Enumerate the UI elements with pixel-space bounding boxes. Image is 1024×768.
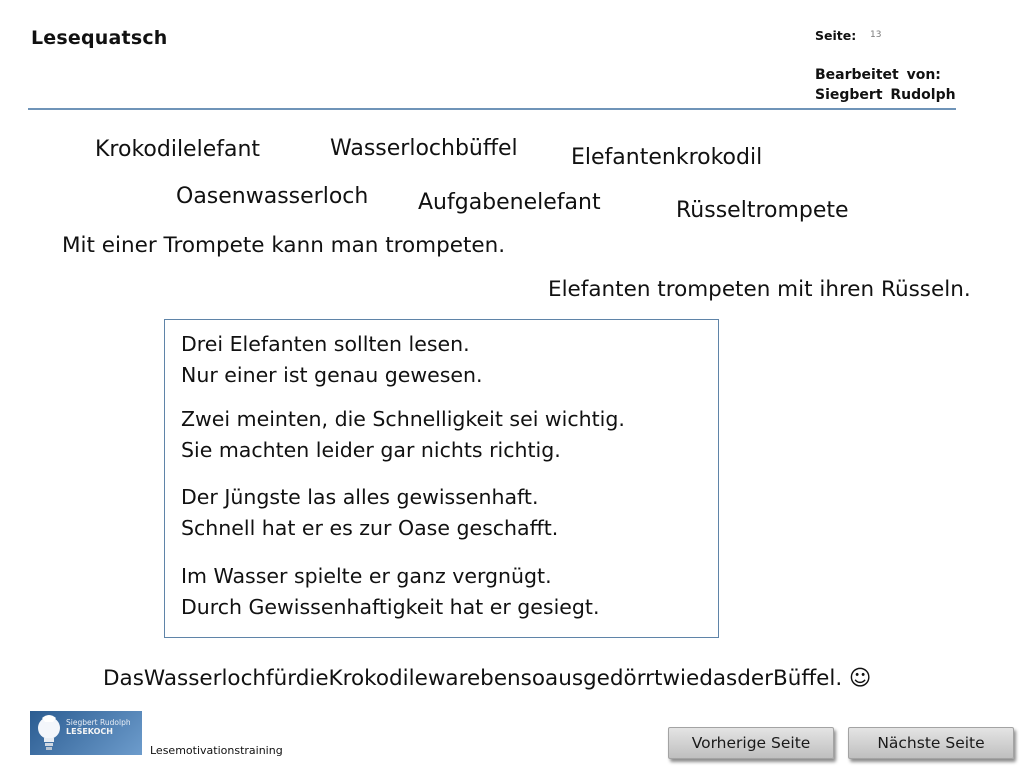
compound-word: Krokodilelefant (95, 137, 261, 162)
poem-line: Sie machten leider gar nichts richtig. (181, 438, 561, 462)
compound-word: Oasenwasserloch (176, 184, 369, 209)
unspaced-sentence: DasWasserlochfürdieKrokodilewarebensoausgedörrtwiedasderBüffel. ☺ (103, 666, 872, 691)
poem-line: Zwei meinten, die Schnelligkeit sei wichtig. (181, 407, 625, 431)
edited-by-label: Bearbeitet von: (815, 67, 941, 83)
compound-word: Elefantenkrokodil (571, 145, 763, 170)
poem-line: Drei Elefanten sollten lesen. (181, 332, 470, 356)
footer-label: Lesemotivationstraining (150, 744, 283, 757)
lesekoch-logo (30, 711, 142, 755)
reading-sentence: Elefanten trompeten mit ihren Rüsseln. (548, 277, 971, 302)
poem-line: Schnell hat er es zur Oase geschafft. (181, 516, 559, 540)
reading-sentence: Mit einer Trompete kann man trompeten. (62, 233, 506, 258)
compound-word: Wasserlochbüffel (330, 136, 518, 161)
poem-line: Durch Gewissenhaftigkeit hat er gesiegt. (181, 595, 600, 619)
page-number: 13 (870, 30, 882, 40)
lightbulb-icon (35, 714, 63, 752)
previous-page-button[interactable]: Vorherige Seite (668, 727, 834, 759)
compound-word: Rüsseltrompete (676, 198, 849, 223)
next-page-button[interactable]: Nächste Seite (848, 727, 1014, 759)
logo-text (66, 718, 131, 736)
poem-line: Nur einer ist genau gewesen. (181, 363, 483, 387)
compound-word: Aufgabenelefant (418, 190, 601, 215)
logo-author: Siegbert Rudolph (66, 718, 131, 727)
poem-line: Der Jüngste las alles gewissenhaft. (181, 485, 539, 509)
poem-line: Im Wasser spielte er ganz vergnügt. (181, 564, 552, 588)
author-name: Siegbert Rudolph (815, 87, 956, 103)
header-divider (28, 108, 956, 110)
logo-brand: LESEKOCH (66, 727, 113, 736)
page-label: Seite: (815, 28, 857, 43)
page-title: Lesequatsch (31, 27, 168, 49)
